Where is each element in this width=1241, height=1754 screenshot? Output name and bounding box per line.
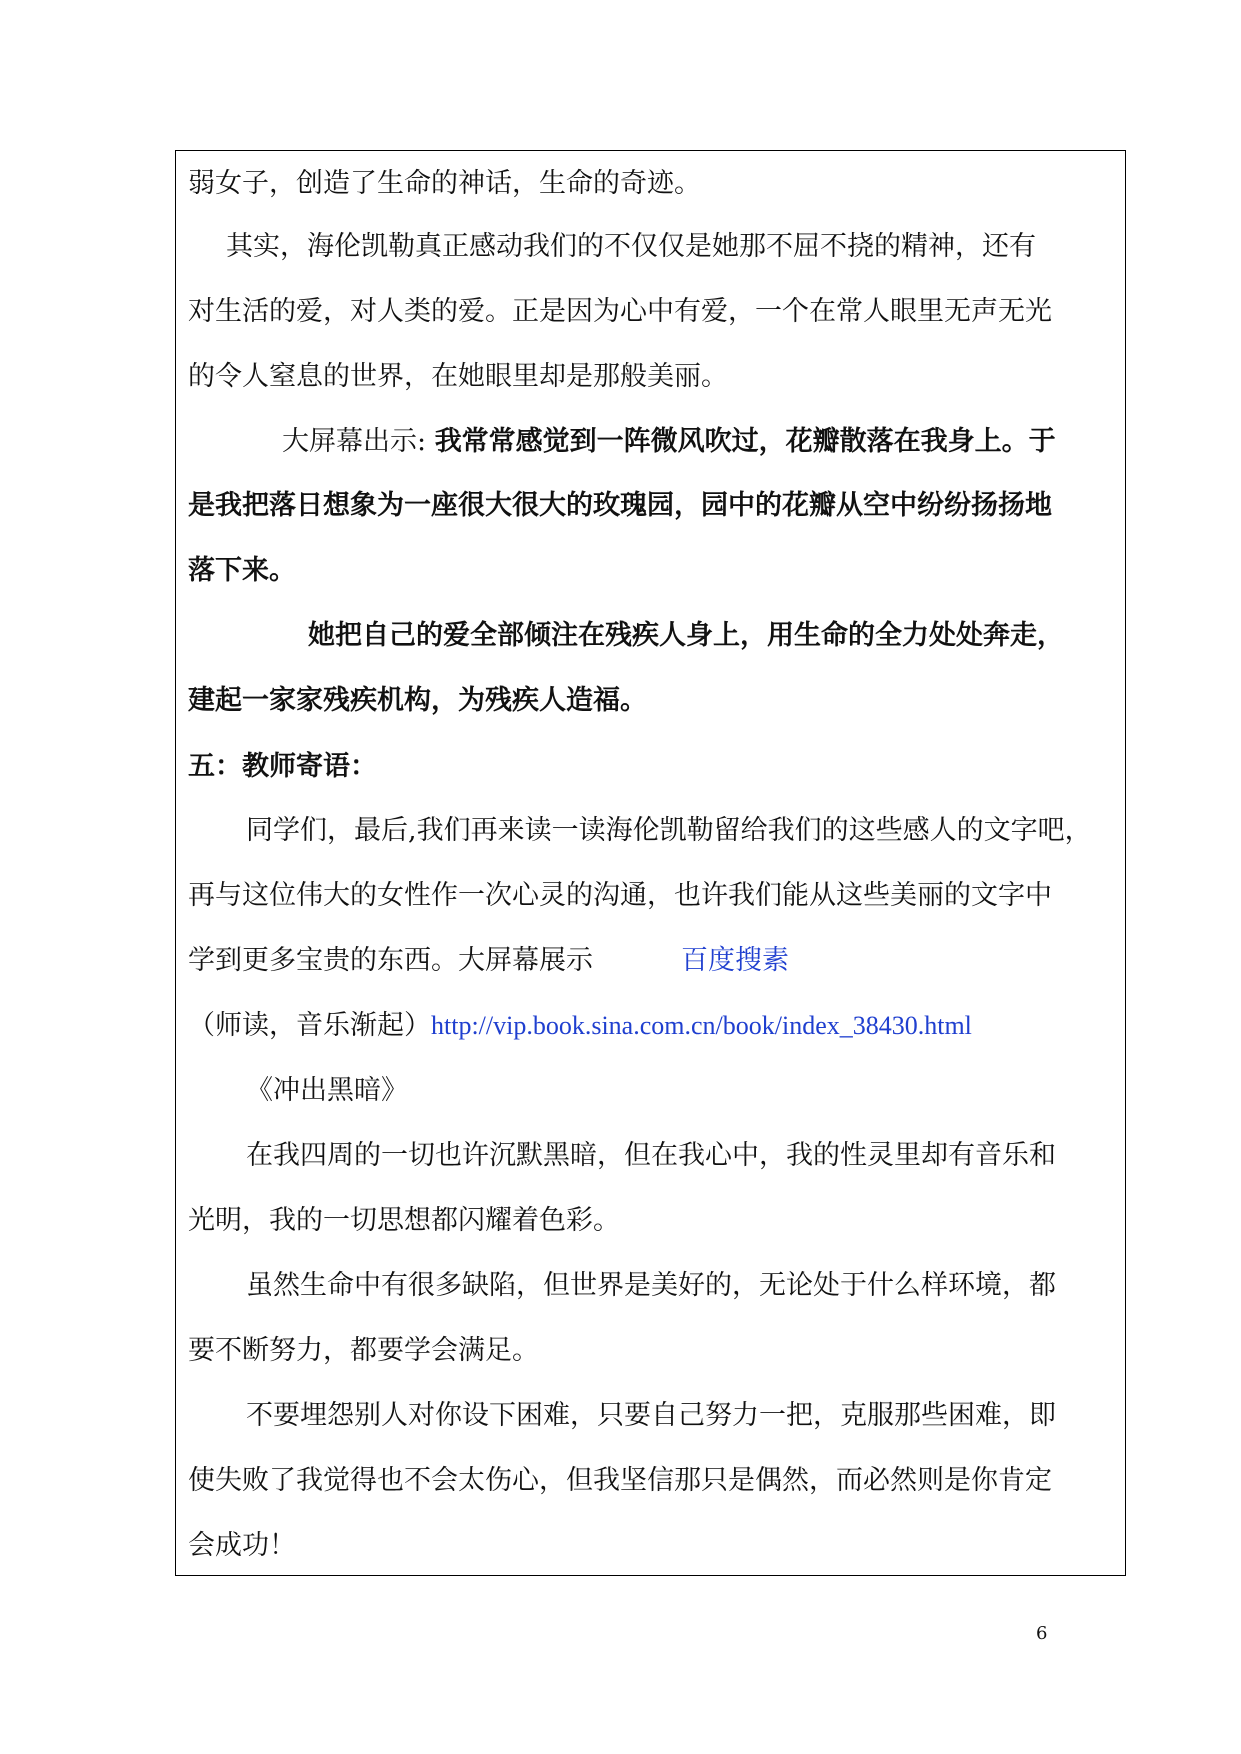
text-line: 是我把落日想象为一座很大很大的玫瑰园，园中的花瓣从空中纷纷扬扬地 [188,490,1052,521]
text-line [188,1008,972,1044]
book-url-link[interactable]: http://vip.book.sina.com.cn/book/index_38430.html [431,1011,972,1040]
section-heading: 五：教师寄语： [188,751,377,782]
text-line: 落下来。 [188,555,296,586]
text-line: 在我四周的一切也许沉默黑暗，但在我心中，我的性灵里却有音乐和 [246,1140,1056,1171]
text-line: 要不断努力，都要学会满足。 [188,1335,539,1366]
text-line: 光明，我的一切思想都闪耀着色彩。 [188,1205,620,1236]
text-line: 对生活的爱，对人类的爱。正是因为心中有爱，一个在常人眼里无声无光 [188,296,1052,327]
screen-display-label: 大屏幕出示: [282,426,435,457]
text-line: 虽然生命中有很多缺陷，但世界是美好的，无论处于什么样环境，都 [246,1270,1056,1301]
text-line: 她把自己的爱全部倾注在残疾人身上，用生命的全力处处奔走， [308,620,1064,651]
text-line [282,424,1056,460]
search-link[interactable]: 百度搜素 [681,945,789,976]
quote-text: 我常常感觉到一阵微风吹过，花瓣散落在我身上。于 [434,426,1056,457]
text-line [188,943,789,979]
text-line: 会成功！ [188,1530,296,1561]
text-segment: 学到更多宝贵的东西。大屏幕展示 [188,945,593,976]
page-number: 6 [1036,1623,1048,1644]
poem-title: 《冲出黑暗》 [246,1075,408,1106]
text-line: 建起一家家残疾机构，为残疾人造福。 [188,685,647,716]
text-line: 其实，海伦凯勒真正感动我们的不仅仅是她那不屈不挠的精神，还有 [226,231,1036,262]
text-line: 的令人窒息的世界，在她眼里却是那般美丽。 [188,361,728,392]
text-line: 再与这位伟大的女性作一次心灵的沟通，也许我们能从这些美丽的文字中 [188,880,1052,911]
text-line: 使失败了我觉得也不会太伤心，但我坚信那只是偶然，而必然则是你肯定 [188,1465,1052,1496]
text-line: 不要埋怨别人对你设下困难，只要自己努力一把，克服那些困难，即 [246,1400,1056,1431]
text-line: 同学们，最后,我们再来读一读海伦凯勒留给我们的这些感人的文字吧， [246,815,1092,846]
text-segment: （师读，音乐渐起） [188,1010,431,1041]
text-line: 弱女子，创造了生命的神话，生命的奇迹。 [188,168,701,199]
